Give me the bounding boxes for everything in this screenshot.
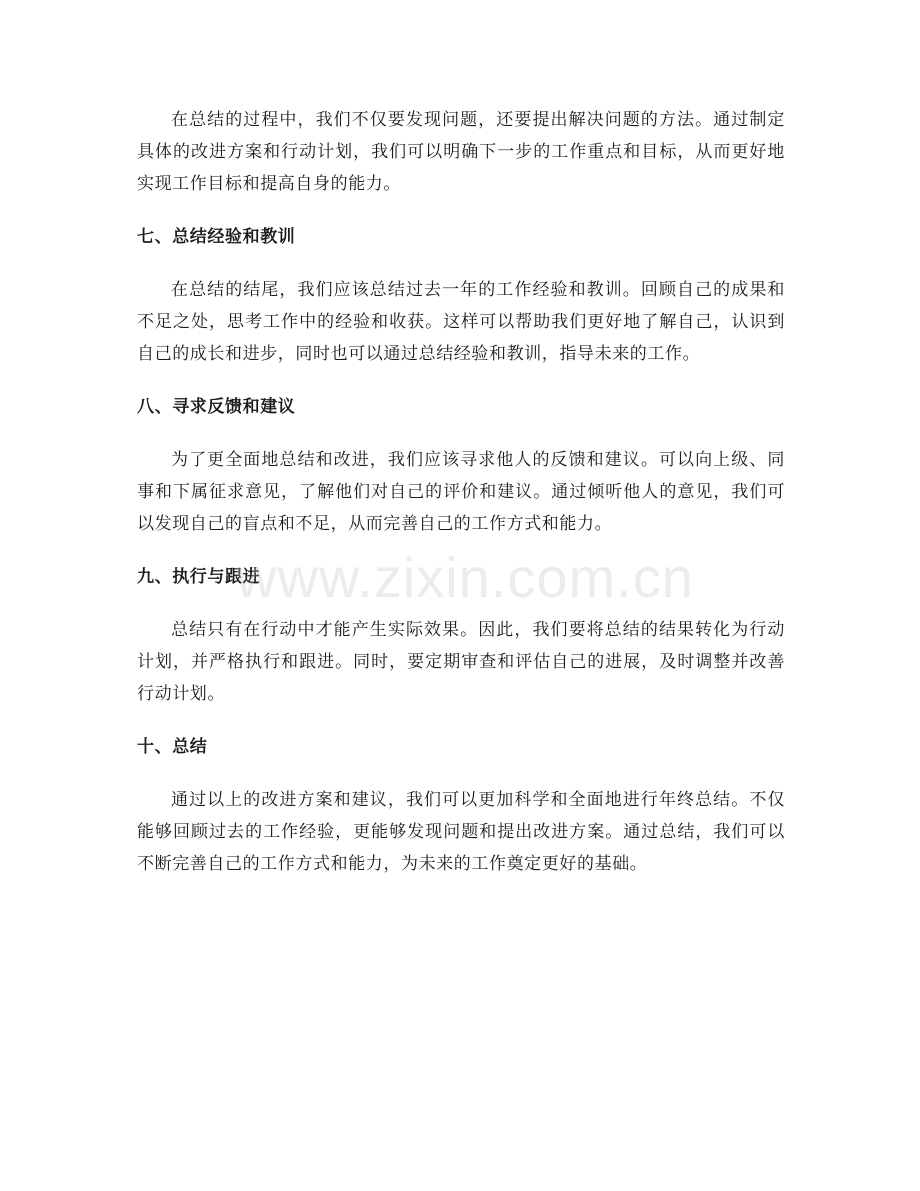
section-heading-10: 十、总结 <box>137 737 208 757</box>
section-body-9: 总结只有在行动中才能产生实际效果。因此，我们要将总结的结果转化为行动计划，并严格执行和跟进。同时，要定期审查和评估自己的进展，及时调整并改善行动计划。 <box>137 620 785 704</box>
section-heading-9: 九、执行与跟进 <box>137 567 261 587</box>
section-heading-8: 八、寻求反馈和建议 <box>137 397 296 417</box>
document-body <box>137 104 785 880</box>
section-body-8: 为了更全面地总结和改进，我们应该寻求他人的反馈和建议。可以向上级、同事和下属征求意见，了解他们对自己的评价和建议。通过倾听他人的意见，我们可以发现自己的盲点和不足，从而完善自己的工作方式和能力。 <box>137 450 785 534</box>
section-heading-7: 七、总结经验和教训 <box>137 227 296 247</box>
section-body-7: 在总结的结尾，我们应该总结过去一年的工作经验和教训。回顾自己的成果和不足之处，思考工作中的经验和收获。这样可以帮助我们更好地了解自己，认识到自己的成长和进步，同时也可以通过总结经验和教训，指导未来的工作。 <box>137 280 785 364</box>
intro-paragraph: 在总结的过程中，我们不仅要发现问题，还要提出解决问题的方法。通过制定具体的改进方案和行动计划，我们可以明确下一步的工作重点和目标，从而更好地实现工作目标和提高自身的能力。 <box>137 110 785 194</box>
section-body-10: 通过以上的改进方案和建议，我们可以更加科学和全面地进行年终总结。不仅能够回顾过去的工作经验，更能够发现问题和提出改进方案。通过总结，我们可以不断完善自己的工作方式和能力，为未来的工作奠定更好的基础。 <box>137 790 785 874</box>
watermark: www.zixin.com.cn <box>236 546 694 609</box>
